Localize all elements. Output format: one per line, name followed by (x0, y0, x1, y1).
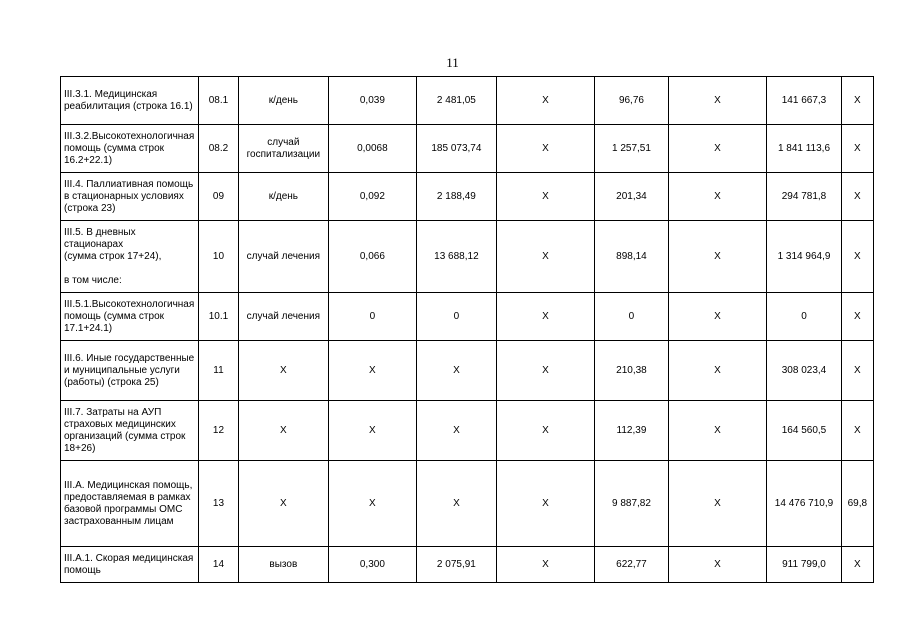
cost-cell: 2 188,49 (417, 173, 496, 221)
col6-cell: X (496, 293, 595, 341)
table-row (61, 221, 874, 293)
total-cell: 1 841 113,6 (767, 125, 841, 173)
total-cell: 141 667,3 (767, 77, 841, 125)
row-code-cell: 09 (198, 173, 238, 221)
volume-cell: 0 (328, 293, 417, 341)
row-name-cell: III.7. Затраты на АУП страховых медицинских организаций (сумма строк 18+26) (61, 401, 199, 461)
table-body (61, 77, 874, 583)
cost-cell: 13 688,12 (417, 221, 496, 293)
cost-cell: 2 075,91 (417, 547, 496, 583)
cost-cell: 185 073,74 (417, 125, 496, 173)
col8-cell: X (668, 293, 767, 341)
col8-cell: X (668, 221, 767, 293)
col6-cell: X (496, 221, 595, 293)
col8-cell: X (668, 547, 767, 583)
cost-cell: X (417, 461, 496, 547)
col6-cell: X (496, 461, 595, 547)
volume-cell: X (328, 341, 417, 401)
total-cell: 164 560,5 (767, 401, 841, 461)
per-capita-cell: 9 887,82 (595, 461, 668, 547)
total-cell: 911 799,0 (767, 547, 841, 583)
per-capita-cell: 1 257,51 (595, 125, 668, 173)
row-name-cell: III.6. Иные государственные и муниципальные услуги (работы) (строка 25) (61, 341, 199, 401)
share-cell: X (841, 77, 873, 125)
row-name-cell: III.3.1. Медицинская реабилитация (строка 16.1) (61, 77, 199, 125)
per-capita-cell: 0 (595, 293, 668, 341)
col8-cell: X (668, 401, 767, 461)
row-code-cell: 11 (198, 341, 238, 401)
share-cell: 69,8 (841, 461, 873, 547)
col6-cell: X (496, 401, 595, 461)
cost-cell: X (417, 341, 496, 401)
unit-cell: к/день (239, 173, 329, 221)
volume-cell: 0,039 (328, 77, 417, 125)
row-name-cell: III.5.1.Высокотехнологичная помощь (сумма строк 17.1+24.1) (61, 293, 199, 341)
row-name-cell: III.3.2.Высокотехнологичная помощь (сумма строк 16.2+22.1) (61, 125, 199, 173)
share-cell: X (841, 125, 873, 173)
unit-cell: вызов (239, 547, 329, 583)
table-row (61, 125, 874, 173)
row-name-cell: III.4. Паллиативная помощь в стационарных условиях (строка 23) (61, 173, 199, 221)
col8-cell: X (668, 125, 767, 173)
row-code-cell: 13 (198, 461, 238, 547)
col8-cell: X (668, 173, 767, 221)
per-capita-cell: 96,76 (595, 77, 668, 125)
volume-cell: 0,300 (328, 547, 417, 583)
row-name-cell: III.А.1. Скорая медицинская помощь (61, 547, 199, 583)
unit-cell: случай госпитализации (239, 125, 329, 173)
per-capita-cell: 622,77 (595, 547, 668, 583)
col8-cell: X (668, 461, 767, 547)
unit-cell: случай лечения (239, 221, 329, 293)
col6-cell: X (496, 341, 595, 401)
col8-cell: X (668, 341, 767, 401)
share-cell: X (841, 221, 873, 293)
unit-cell: X (239, 401, 329, 461)
row-code-cell: 10 (198, 221, 238, 293)
cost-cell: 0 (417, 293, 496, 341)
total-cell: 1 314 964,9 (767, 221, 841, 293)
per-capita-cell: 898,14 (595, 221, 668, 293)
total-cell: 14 476 710,9 (767, 461, 841, 547)
page-number: 11 (446, 55, 459, 70)
per-capita-cell: 112,39 (595, 401, 668, 461)
row-code-cell: 12 (198, 401, 238, 461)
row-name-cell: III.А. Медицинская помощь, предоставляемая в рамках базовой программы ОМС застрахованным лицам (61, 461, 199, 547)
table-row (61, 547, 874, 583)
volume-cell: X (328, 401, 417, 461)
row-name-cell: III.5. В дневных стационарах (сумма строк 17+24), в том числе: (61, 221, 199, 293)
volume-cell: X (328, 461, 417, 547)
share-cell: X (841, 173, 873, 221)
unit-cell: к/день (239, 77, 329, 125)
cost-cell: 2 481,05 (417, 77, 496, 125)
unit-cell: X (239, 461, 329, 547)
row-code-cell: 08.2 (198, 125, 238, 173)
col8-cell: X (668, 77, 767, 125)
table-row (61, 77, 874, 125)
budget-table (60, 76, 874, 583)
table-row (61, 293, 874, 341)
volume-cell: 0,0068 (328, 125, 417, 173)
table-row (61, 461, 874, 547)
table-row (61, 401, 874, 461)
total-cell: 0 (767, 293, 841, 341)
col6-cell: X (496, 125, 595, 173)
row-code-cell: 14 (198, 547, 238, 583)
col6-cell: X (496, 547, 595, 583)
share-cell: X (841, 401, 873, 461)
cost-cell: X (417, 401, 496, 461)
share-cell: X (841, 341, 873, 401)
share-cell: X (841, 547, 873, 583)
unit-cell: X (239, 341, 329, 401)
per-capita-cell: 201,34 (595, 173, 668, 221)
volume-cell: 0,092 (328, 173, 417, 221)
table-row (61, 341, 874, 401)
total-cell: 294 781,8 (767, 173, 841, 221)
unit-cell: случай лечения (239, 293, 329, 341)
table-row (61, 173, 874, 221)
col6-cell: X (496, 173, 595, 221)
col6-cell: X (496, 77, 595, 125)
volume-cell: 0,066 (328, 221, 417, 293)
row-code-cell: 08.1 (198, 77, 238, 125)
per-capita-cell: 210,38 (595, 341, 668, 401)
total-cell: 308 023,4 (767, 341, 841, 401)
row-code-cell: 10.1 (198, 293, 238, 341)
share-cell: X (841, 293, 873, 341)
